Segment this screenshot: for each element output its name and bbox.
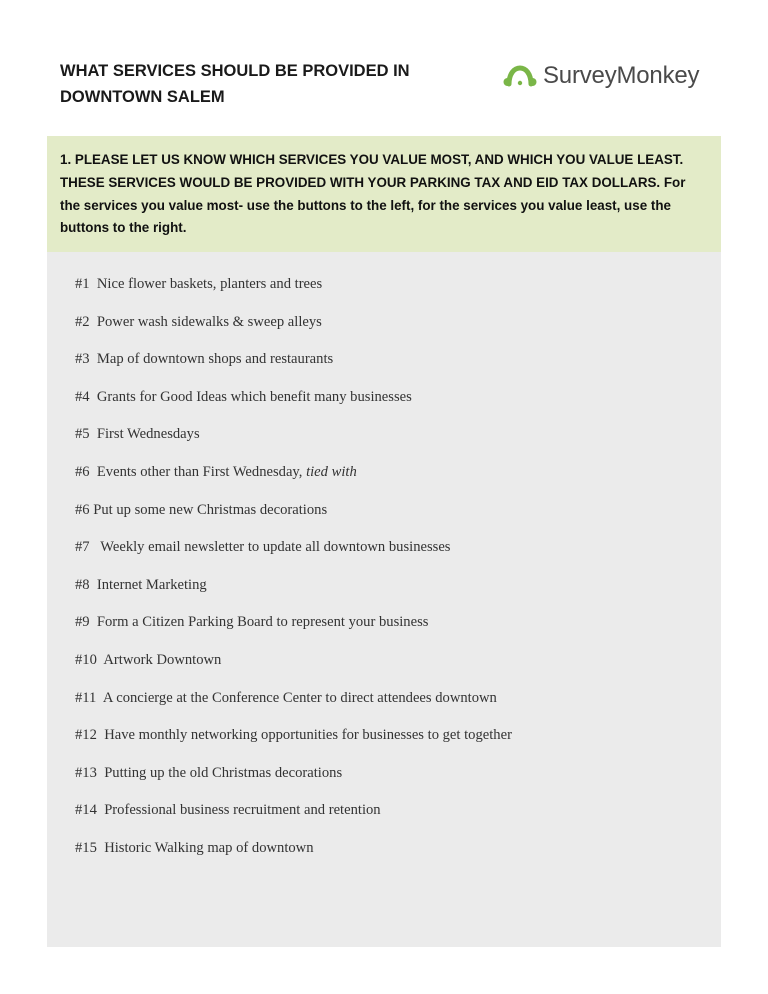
list-item-label: #1 Nice flower baskets, planters and trees xyxy=(75,276,323,292)
list-item xyxy=(75,349,512,387)
list-item xyxy=(75,500,512,538)
list-item xyxy=(75,462,512,500)
page-title-line-1: WHAT SERVICES SHOULD BE PROVIDED IN xyxy=(60,62,410,80)
list-item xyxy=(75,838,512,876)
question-text: 1. PLEASE LET US KNOW WHICH SERVICES YOU VALUE MOST, AND WHICH YOU VALUE LEAST. THESE SERVICES WOULD BE PROVIDED WITH YOUR PARKING TAX AND EID TAX DOLLARS. For the services you value most- use the buttons to the left, for the services you value least, use the buttons to the right. xyxy=(60,152,686,236)
list-item xyxy=(75,312,512,350)
list-item-label: #5 First Wednesdays xyxy=(75,426,200,443)
list-item-label: #8 Internet Marketing xyxy=(75,576,207,593)
page-title-line-2: DOWNTOWN SALEM xyxy=(60,88,225,106)
page-title xyxy=(60,58,480,110)
list-item-label: #6 Events other than First Wednesday, xyxy=(75,463,307,480)
answer-box xyxy=(47,252,721,947)
list-item-label: #9 Form a Citizen Parking Board to represent your business xyxy=(75,614,429,631)
list-item-label: #6 Put up some new Christmas decorations xyxy=(75,501,328,518)
list-item xyxy=(75,537,512,575)
list-item-label: #10 Artwork Downtown xyxy=(75,651,222,668)
list-item-label: #12 Have monthly networking opportunities for businesses to get together xyxy=(75,727,512,744)
tie-note: tied with xyxy=(306,463,357,480)
list-item-label: #11 A concierge at the Conference Center to direct attendees downtown xyxy=(75,689,497,706)
question-box xyxy=(47,136,721,252)
list-item xyxy=(75,424,512,462)
list-item-label: #14 Professional business recruitment and retention xyxy=(75,802,381,819)
answer-list xyxy=(75,274,512,876)
list-item xyxy=(75,688,512,726)
list-item-label: #2 Power wash sidewalks & sweep alleys xyxy=(75,313,322,330)
monkey-logo-icon xyxy=(503,62,537,90)
list-item-label: #13 Putting up the old Christmas decorations xyxy=(75,764,343,781)
list-item-label: #4 Grants for Good Ideas which benefit many businesses xyxy=(75,388,412,405)
list-item xyxy=(75,763,512,801)
list-item xyxy=(75,725,512,763)
list-item xyxy=(75,800,512,838)
list-item xyxy=(75,274,512,312)
list-item-label: #3 Map of downtown shops and restaurants xyxy=(75,351,334,368)
list-item-label: #7 Weekly email newsletter to update all downtown businesses xyxy=(75,539,451,556)
list-item xyxy=(75,387,512,425)
list-item xyxy=(75,575,512,613)
list-item xyxy=(75,612,512,650)
list-item-label: #15 Historic Walking map of downtown xyxy=(75,839,314,856)
surveymonkey-logo xyxy=(503,60,699,92)
list-item xyxy=(75,650,512,688)
logo-wordmark: SurveyMonkey xyxy=(543,62,700,89)
